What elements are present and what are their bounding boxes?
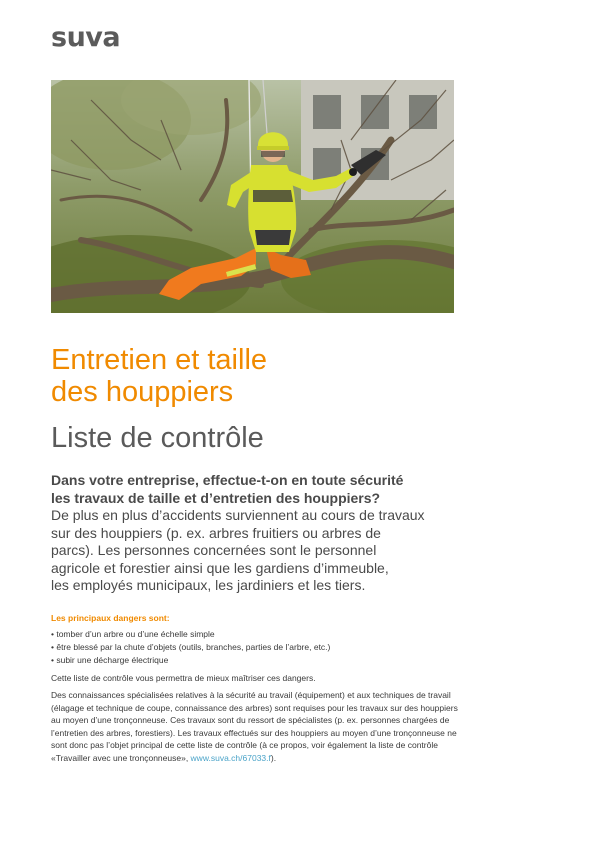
intro-lead-line-1: Dans votre entreprise, effectue-t-on en toute sécurité [51, 472, 404, 488]
danger-item: • tomber d’un arbre ou d’une échelle simple [51, 628, 330, 641]
intro-lead-line-2: les travaux de taille et d’entretien des houppiers? [51, 489, 381, 506]
dangers-heading: Les principaux dangers sont: [51, 613, 170, 623]
intro-body-line: les employés municipaux, les jardiniers et les tiers. [51, 577, 366, 593]
checklist-purpose-paragraph: Cette liste de contrôle vous permettra de mieux maîtriser ces dangers. [51, 673, 316, 683]
document-title [51, 344, 267, 408]
suva-checklist-link[interactable]: www.suva.ch/67033.f [190, 752, 271, 763]
intro-body-line: sur des houppiers (p. ex. arbres fruitiers ou arbres de [51, 524, 381, 541]
danger-item: • être blessé par la chute d’objets (outils, branches, parties de l’arbre, etc.) [51, 641, 330, 654]
title-line-2: des houppiers [51, 376, 234, 408]
chainsaw-note-end: ). [270, 752, 277, 763]
chainsaw-note-paragraph [51, 689, 461, 765]
hero-photo [51, 80, 454, 313]
danger-item: • subir une décharge électrique [51, 654, 330, 667]
dangers-list [51, 628, 330, 667]
intro-block [51, 472, 471, 595]
suva-logo: suva [51, 22, 121, 53]
document-subtitle: Liste de contrôle [51, 422, 264, 454]
title-line-1: Entretien et taille [51, 344, 268, 376]
intro-body-line: agricole et forestier ainsi que les gardiens d’immeuble, [51, 559, 389, 576]
intro-body-line: parcs). Les personnes concernées sont le personnel [51, 542, 377, 558]
intro-body-line: De plus en plus d’accidents surviennent au cours de travaux [51, 507, 425, 523]
chainsaw-note-text: Des connaissances spécialisées relatives à la sécurité au travail (équipement) et aux techniques de travail (élagage et technique de coupe, connaissance des arbres) sont requises pour les travaux sur des houppiers au moyen d’une tronçonneuse. Ces travaux sont du ressort de spécialistes (p. ex. personnes chargées de l’entretien des arbres, forestiers). Les travaux effectués sur des houppiers au moyen d’une tronçonneuse ne sont donc pas l’objet principal de cette liste de contrôle (à ce propos, voir également la liste de contrôle «Travailler avec une tronçonneuse», [51, 690, 458, 763]
